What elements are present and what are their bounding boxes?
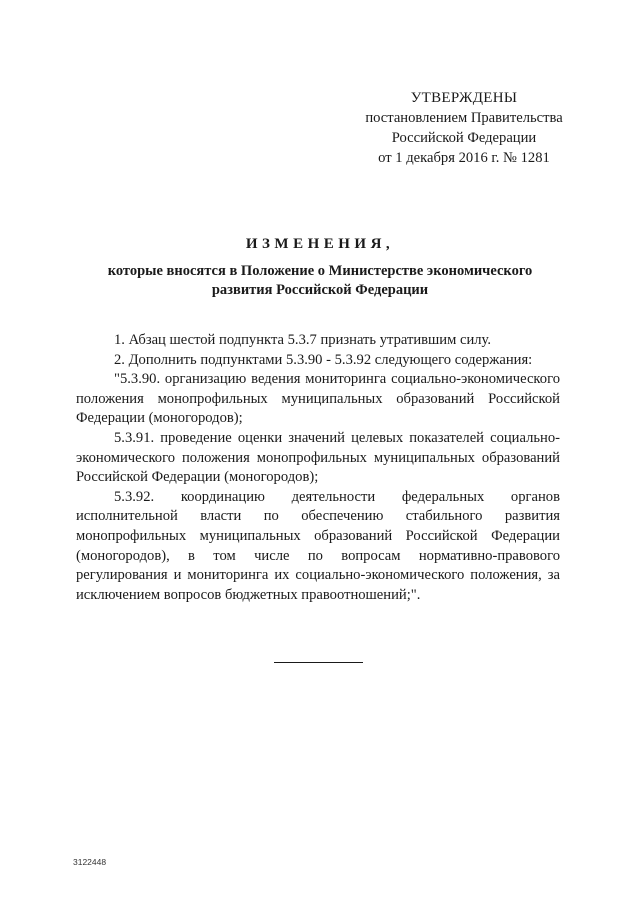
paragraph-5-3-90: "5.3.90. организацию ведения мониторинга социально-экономического положения монопрофильных муниципальных образований Российской Федерации (моногородов);: [76, 371, 560, 427]
approval-block: [344, 88, 584, 168]
paragraph-5-3-91: 5.3.91. проведение оценки значений целевых показателей социально-экономического положения монопрофильных муниципальных образований Российской Федерации (моногородов);: [76, 429, 560, 486]
document-number: 3122448: [73, 857, 107, 867]
subtitle-line-2: развития Российской Федерации: [211, 282, 429, 298]
subtitle-line-1: которые вносятся в Положение о Министерстве экономического: [107, 263, 533, 279]
paragraph-5-3-92: 5.3.92. координацию деятельности федеральных органов исполнительной власти по обеспечению стабильного развития монопрофильных муниципальных образований Российской Федерации (моногородов), в том числе по вопросам нормативно-правового регулирования и мониторинга их социально-экономического положения, за исключением вопросов бюджетных правоотношений;".: [76, 488, 560, 603]
document-title: ИЗМЕНЕНИЯ,: [245, 236, 395, 252]
approval-line-3: от 1 декабря 2016 г. № 1281: [378, 150, 550, 166]
approval-title: УТВЕРЖДЕНЫ: [410, 90, 518, 106]
approval-line-2: Российской Федерации: [391, 130, 537, 146]
approval-line-1: постановлением Правительства: [365, 110, 563, 126]
paragraph-2: 2. Дополнить подпунктами 5.3.90 - 5.3.92 следующего содержания:: [114, 351, 533, 368]
document-subtitle: [60, 262, 580, 300]
paragraph-1: 1. Абзац шестой подпункта 5.3.7 признать утратившим силу.: [114, 332, 492, 348]
document-body: [76, 331, 560, 605]
closing-divider: [274, 662, 363, 663]
